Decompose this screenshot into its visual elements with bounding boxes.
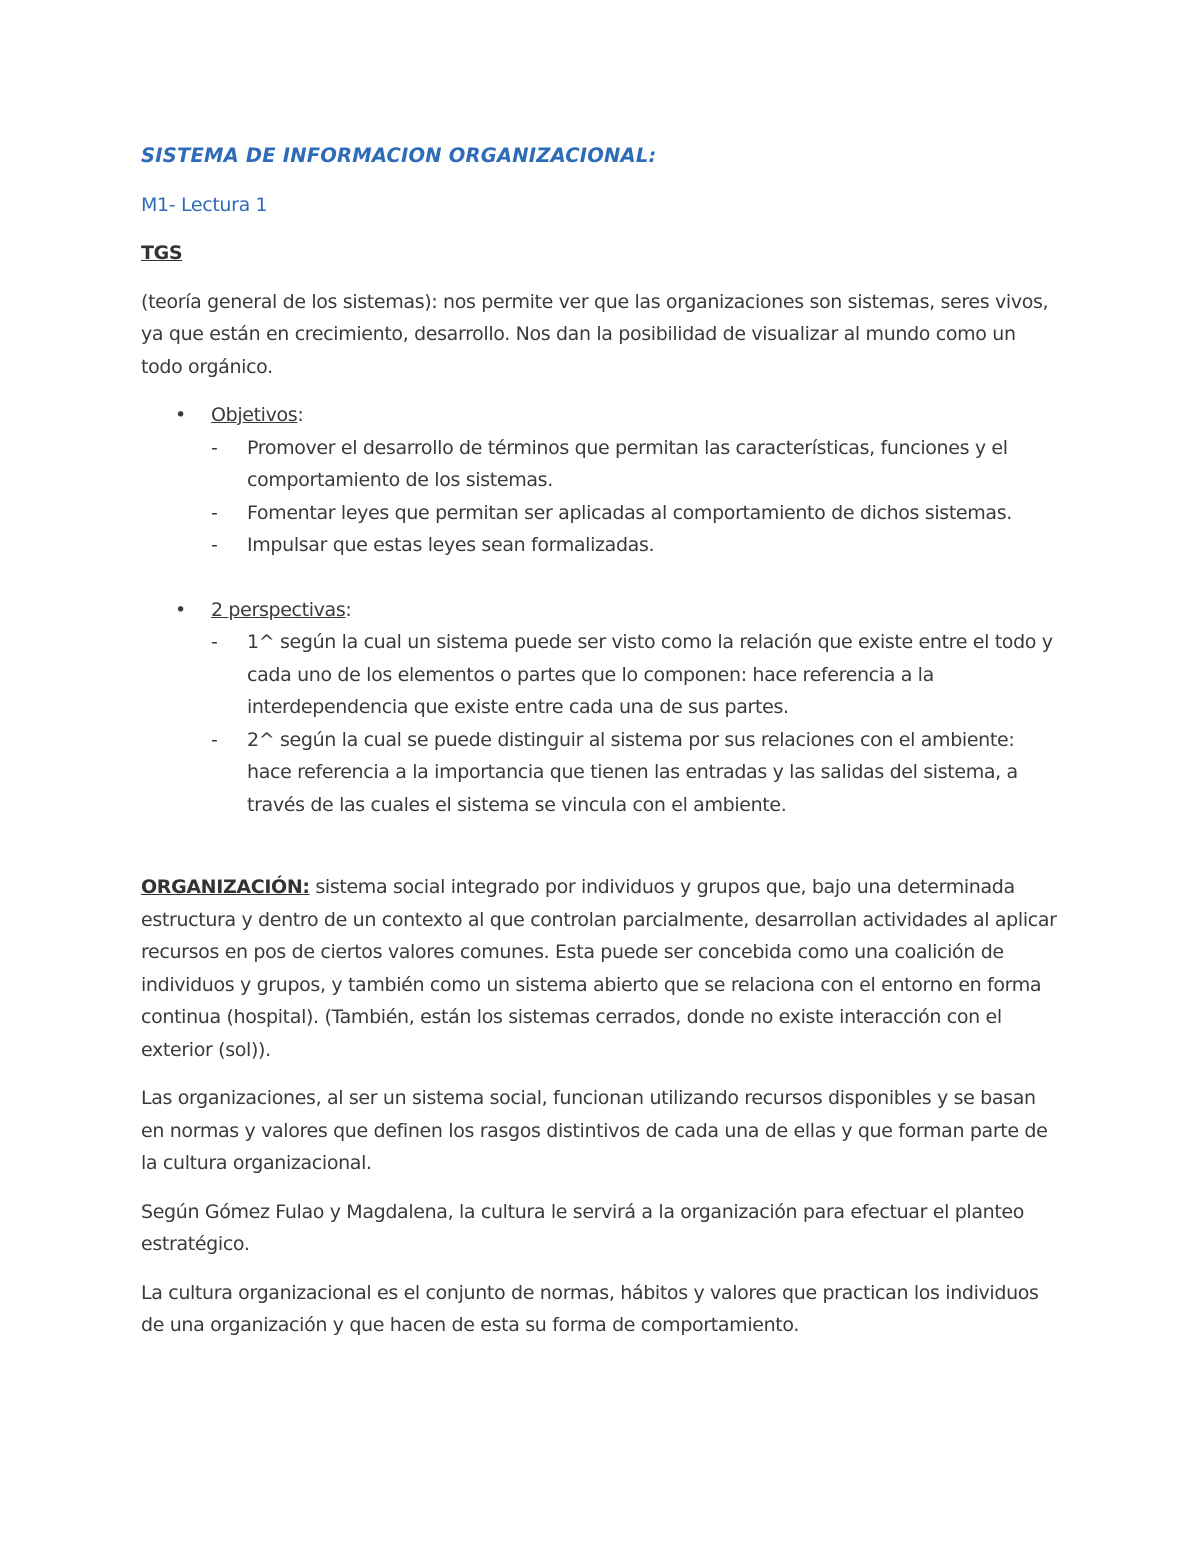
organizacion-paragraph: [141, 871, 1061, 1066]
bullet-label-objetivos: Objetivos: [211, 404, 298, 426]
dash-icon: -: [211, 534, 218, 556]
organizacion-term: ORGANIZACIÓN: [141, 876, 303, 898]
spacer: [141, 562, 1061, 594]
list-item: [141, 626, 1061, 724]
bullet-dot-icon: •: [175, 404, 186, 426]
list-item: [141, 724, 1061, 822]
spacer: [141, 821, 1061, 871]
document-subtitle: M1- Lectura 1: [141, 193, 268, 216]
body-paragraph: Según Gómez Fulao y Magdalena, la cultura le servirá a la organización para efectuar el planteo estratégico.: [141, 1200, 1025, 1255]
bullet-objetivos: [141, 399, 1061, 562]
list-item-text: 1^ según la cual un sistema puede ser visto como la relación que existe entre el todo y cada uno de los elementos o partes que lo componen: hace referencia a la interdependencia que existe entre cada una de sus partes.: [247, 631, 1053, 718]
organizacion-colon: :: [302, 876, 310, 898]
list-item-text: Fomentar leyes que permitan ser aplicadas al comportamiento de dichos sistemas.: [247, 501, 1012, 524]
document-page: [141, 140, 1061, 1358]
dash-icon: -: [211, 501, 218, 524]
dash-icon: -: [211, 728, 218, 751]
bullet-colon: :: [297, 404, 304, 426]
bullet-line-objetivos: [141, 399, 1061, 432]
tgs-intro-paragraph: (teoría general de los sistemas): nos permite ver que las organizaciones son sistemas, seres vivos, ya que están en crecimiento, desarrollo. Nos dan la posibilidad de visualizar al mundo como un todo orgánico.: [141, 290, 1049, 378]
body-paragraph: Las organizaciones, al ser un sistema social, funcionan utilizando recursos disponibles y se basan en normas y valores que definen los rasgos distintivos de cada una de ellas y que forman parte de la cultura organizacional.: [141, 1087, 1048, 1174]
list-item: [141, 432, 1061, 497]
bullet-dot-icon: •: [175, 598, 186, 621]
dash-icon: -: [211, 631, 218, 653]
body-paragraph: La cultura organizacional es el conjunto de normas, hábitos y valores que practican los individuos de una organización y que hacen de esta su forma de comportamiento.: [141, 1281, 1039, 1336]
bullet-label-perspectivas: 2 perspectivas: [211, 598, 346, 621]
bullet-perspectivas: [141, 594, 1061, 822]
bullet-colon: :: [345, 598, 352, 621]
dash-icon: -: [211, 436, 218, 459]
bullet-line-perspectivas: [141, 594, 1061, 627]
list-item: [141, 497, 1061, 530]
list-item-text: 2^ según la cual se puede distinguir al sistema por sus relaciones con el ambiente: hace referencia a la importancia que tienen las entradas y las salidas del sistema, a través de las cuales el sistema se vincula con el ambiente.: [247, 728, 1018, 816]
tgs-heading: TGS: [141, 242, 183, 264]
list-item-text: Impulsar que estas leyes sean formalizadas.: [247, 534, 655, 556]
organizacion-definition: sistema social integrado por individuos y grupos que, bajo una determinada estructura y dentro de un contexto al que controlan parcialmente, desarrollan actividades al aplicar recursos en pos de ciertos valores comunes. Esta puede ser concebida como una coalición de individuos y grupos, y también como un sistema abierto que se relaciona con el entorno en forma continua (hospital). (También, están los sistemas cerrados, donde no existe interacción con el exterior (sol)).: [141, 876, 1057, 1061]
list-item-text: Promover el desarrollo de términos que permitan las características, funciones y el comportamiento de los sistemas.: [247, 436, 1008, 491]
document-title: SISTEMA DE INFORMACION ORGANIZACIONAL:: [141, 144, 657, 167]
list-item: [141, 529, 1061, 562]
